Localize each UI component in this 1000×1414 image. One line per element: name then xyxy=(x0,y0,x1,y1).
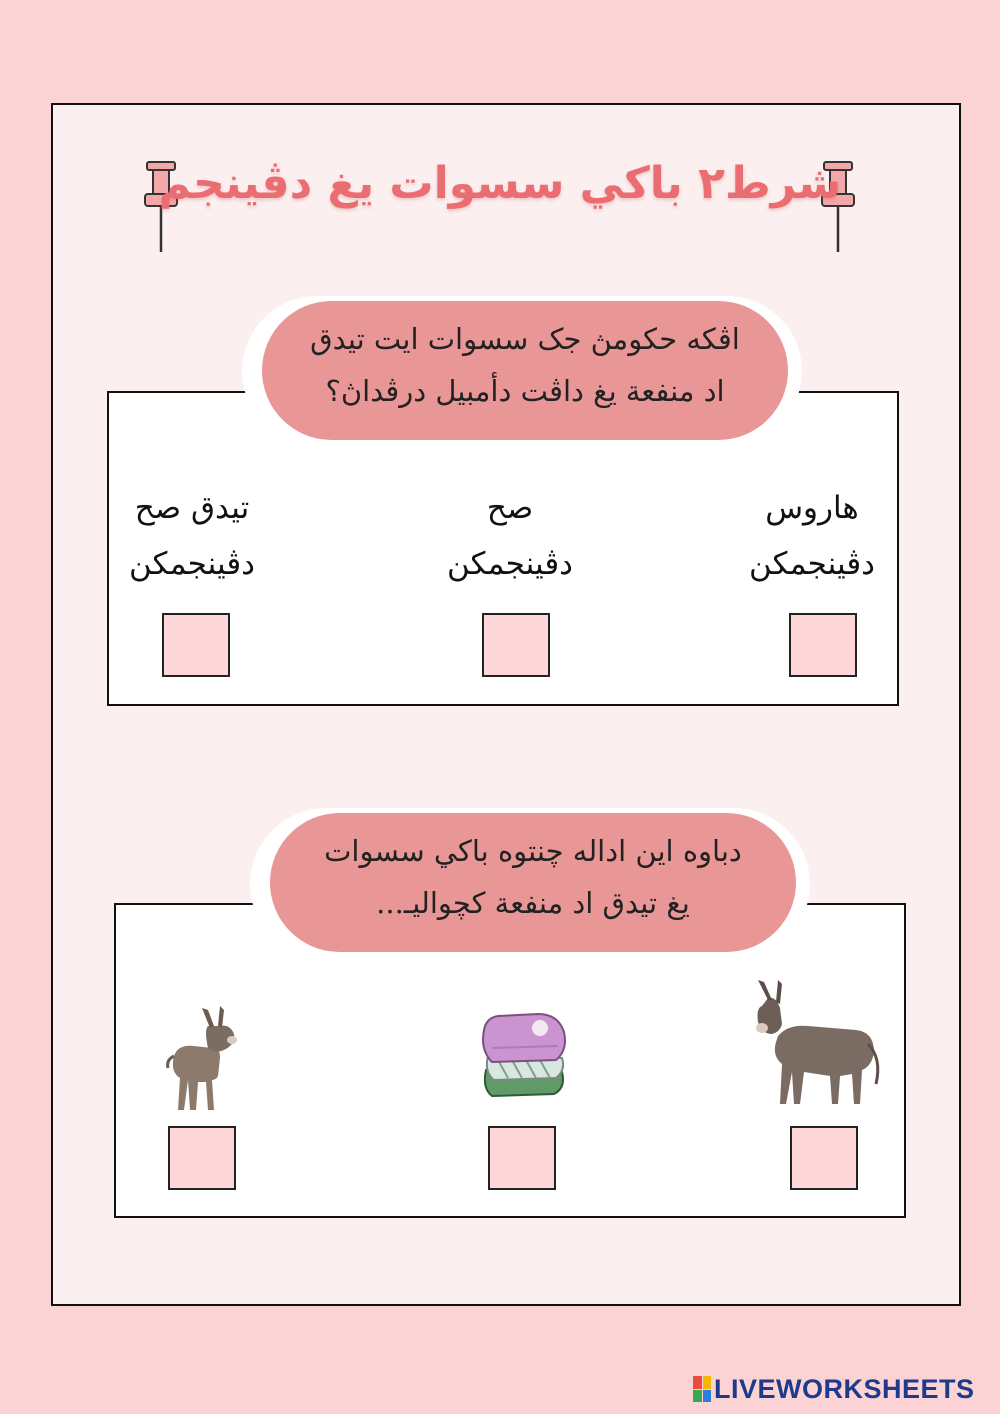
option-must xyxy=(712,480,912,592)
question1-bubble xyxy=(262,301,788,440)
question2-line1: دباوه اين اداله چنتوه باكي سسوات xyxy=(324,834,742,868)
question2-line2: يغ تيدق اد منفعة كچواليـ... xyxy=(376,886,690,920)
option-label: صح xyxy=(486,490,534,526)
option-label: هاروس xyxy=(765,490,859,526)
logo-mark-icon xyxy=(693,1376,711,1402)
option-label: تيدق صح xyxy=(134,490,250,526)
answer-checkbox[interactable] xyxy=(488,1126,556,1190)
worksheet-title: شرط٢ باكي سسوات يغ دڤينجم xyxy=(158,158,842,209)
option-incorrect xyxy=(92,480,292,592)
folded-clothes-icon xyxy=(478,1008,570,1104)
question1-line2: اد منفعة يغ داڤت دأمبيل درڤداڽ؟ xyxy=(325,374,725,408)
logo-text: LIVEWORKSHEETS xyxy=(714,1373,975,1404)
donkey-icon xyxy=(748,978,884,1108)
answer-checkbox[interactable] xyxy=(790,1126,858,1190)
option-label: دڤينجمكن xyxy=(749,546,875,582)
liveworksheets-logo xyxy=(693,1374,975,1404)
foal-icon xyxy=(158,1006,242,1114)
question1-line1: اڤكه حكومڽ جک سسوات ايت تيدق xyxy=(310,322,740,356)
answer-checkbox[interactable] xyxy=(162,613,230,677)
answer-checkbox[interactable] xyxy=(168,1126,236,1190)
option-label: دڤينجمكن xyxy=(129,546,255,582)
question2-bubble xyxy=(270,813,796,952)
answer-checkbox[interactable] xyxy=(482,613,550,677)
option-label: دڤينجمكن xyxy=(447,546,573,582)
option-correct xyxy=(410,480,610,592)
answer-checkbox[interactable] xyxy=(789,613,857,677)
